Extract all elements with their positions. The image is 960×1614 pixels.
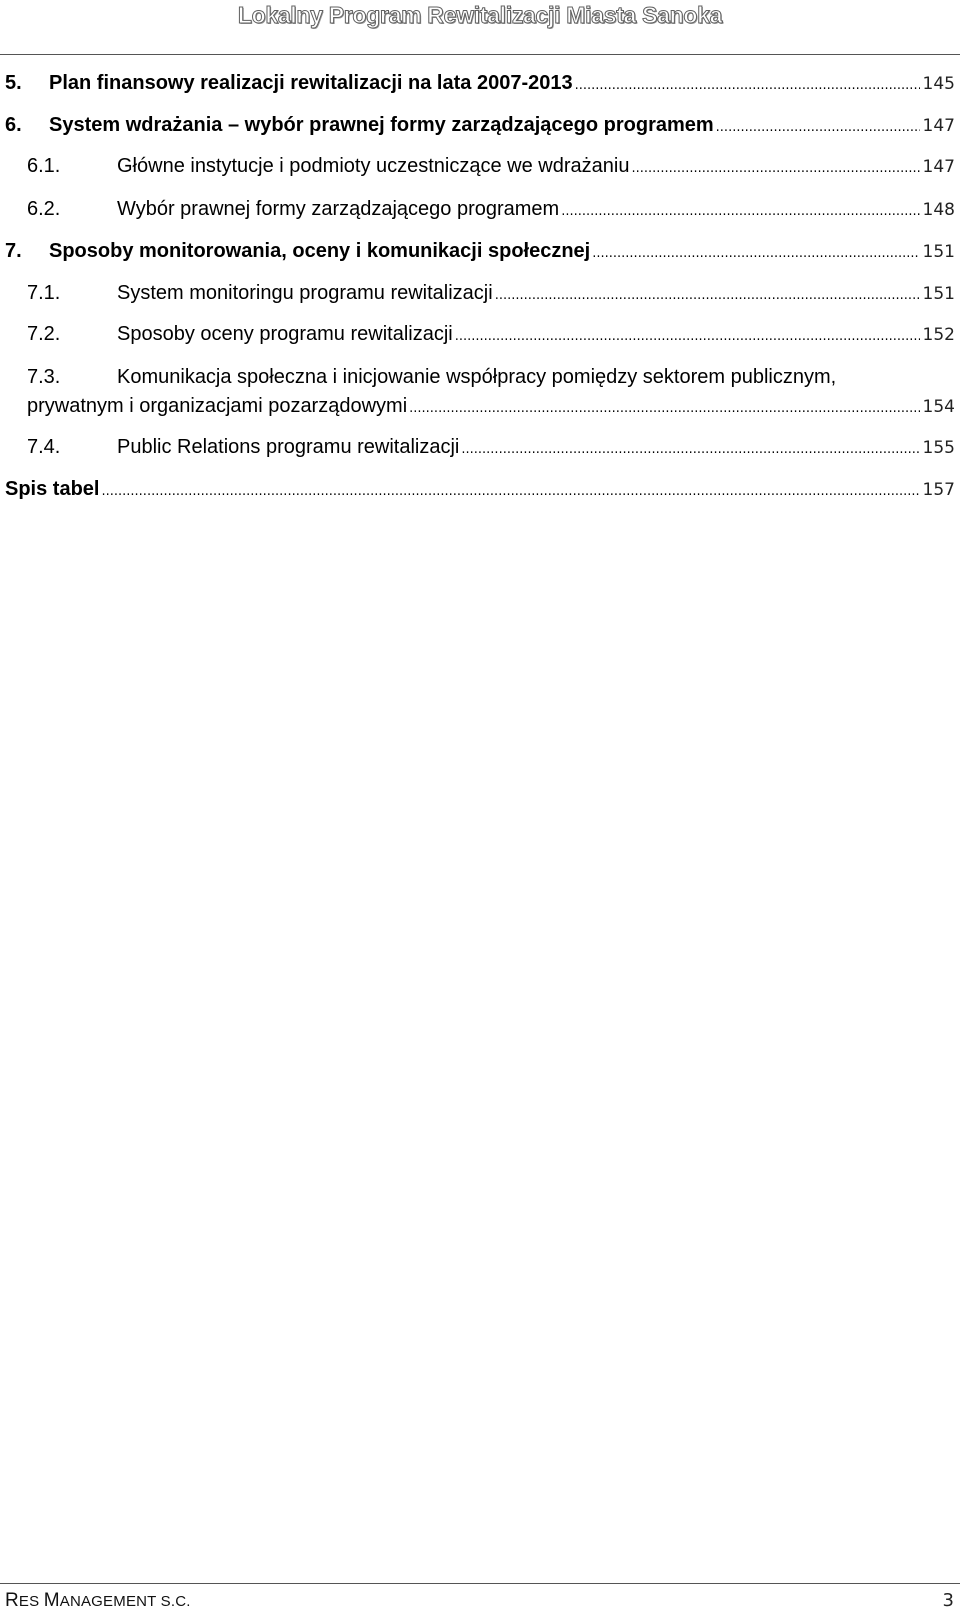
- document-title: Lokalny Program Rewitalizacji Miasta Sanoka: [237, 2, 723, 28]
- toc-leader-dots: [495, 281, 920, 310]
- toc-entry-title: Główne instytucje i podmioty uczestniczące we wdrażaniu: [117, 155, 630, 177]
- toc-entry-title-continued: prywatnym i organizacjami pozarządowymi: [27, 395, 408, 417]
- toc-entry-number: 7.: [5, 240, 22, 262]
- page-header: [0, 0, 960, 55]
- toc-entry-6-2[interactable]: [27, 195, 955, 226]
- toc-entry-title: Spis tabel: [5, 478, 100, 500]
- toc-entry-number: 7.1.: [27, 282, 61, 304]
- toc-entry-number: 5.: [5, 72, 22, 94]
- toc-entry-number: 7.2.: [27, 323, 61, 345]
- toc-entry-title: Sposoby monitorowania, oceny i komunikacji społecznej: [49, 240, 591, 262]
- company-name: [5, 1590, 191, 1613]
- toc-entry-title: Wybór prawnej formy zarządzającego programem: [117, 198, 560, 220]
- toc-entry-title: System wdrażania – wybór prawnej formy zarządzającego programem: [49, 114, 714, 136]
- page-number: 3: [942, 1590, 954, 1611]
- toc-page-number: 155: [922, 438, 955, 458]
- toc-leader-dots: [631, 154, 919, 183]
- page-footer: [0, 1583, 960, 1614]
- toc-leader-dots: [461, 435, 919, 464]
- company-name-part: R: [5, 1590, 19, 1611]
- toc-leader-dots: [561, 197, 919, 226]
- toc-page-number: 152: [922, 325, 955, 345]
- toc-entry-number: 6.: [5, 114, 22, 136]
- toc-leader-dots: [101, 477, 919, 506]
- toc-page-number: 157: [922, 480, 955, 500]
- toc-leader-dots: [592, 239, 919, 268]
- toc-leader-dots: [716, 113, 920, 142]
- toc-entry-title: Sposoby oceny programu rewitalizacji: [117, 323, 453, 345]
- toc-leader-dots: [455, 322, 920, 351]
- toc-entry-number: 6.2.: [27, 198, 61, 220]
- toc-leader-dots: [575, 71, 920, 100]
- toc-entry-number: 6.1.: [27, 155, 61, 177]
- toc-leader-dots: [409, 394, 919, 423]
- toc-entry-number: 7.4.: [27, 436, 61, 458]
- toc-entry-spis-tabel[interactable]: [5, 475, 955, 506]
- company-name-part: M: [43, 1590, 60, 1611]
- company-name-part: ES: [18, 1593, 44, 1610]
- toc-entry-6[interactable]: [5, 111, 955, 142]
- toc-entry-7-4[interactable]: [27, 433, 955, 464]
- toc-page-number: 147: [922, 157, 955, 177]
- toc-entry-7-2[interactable]: [27, 320, 955, 351]
- toc-entry-number: 7.3.: [27, 366, 61, 388]
- toc-entry-5[interactable]: [5, 69, 955, 100]
- toc-entry-title: Komunikacja społeczna i inicjowanie współpracy pomiędzy sektorem publicznym,: [117, 366, 837, 388]
- toc-entry-7-1[interactable]: [27, 279, 955, 310]
- toc-entry-7[interactable]: [5, 237, 955, 268]
- company-name-part: ANAGEMENT S.C.: [59, 1593, 191, 1610]
- toc-entry-7-3[interactable]: [27, 363, 955, 423]
- toc-page-number: 154: [922, 397, 955, 417]
- toc-entry-title: Public Relations programu rewitalizacji: [117, 436, 460, 458]
- toc-page-number: 151: [922, 284, 955, 304]
- toc-page-number: 147: [922, 116, 955, 136]
- toc-page-number: 151: [922, 242, 955, 262]
- toc-entry-6-1[interactable]: [27, 152, 955, 183]
- toc-page-number: 145: [922, 74, 955, 94]
- toc-page-number: 148: [922, 200, 955, 220]
- toc-entry-title: System monitoringu programu rewitalizacji: [117, 282, 493, 304]
- toc-entry-title: Plan finansowy realizacji rewitalizacji na lata 2007-2013: [49, 72, 573, 94]
